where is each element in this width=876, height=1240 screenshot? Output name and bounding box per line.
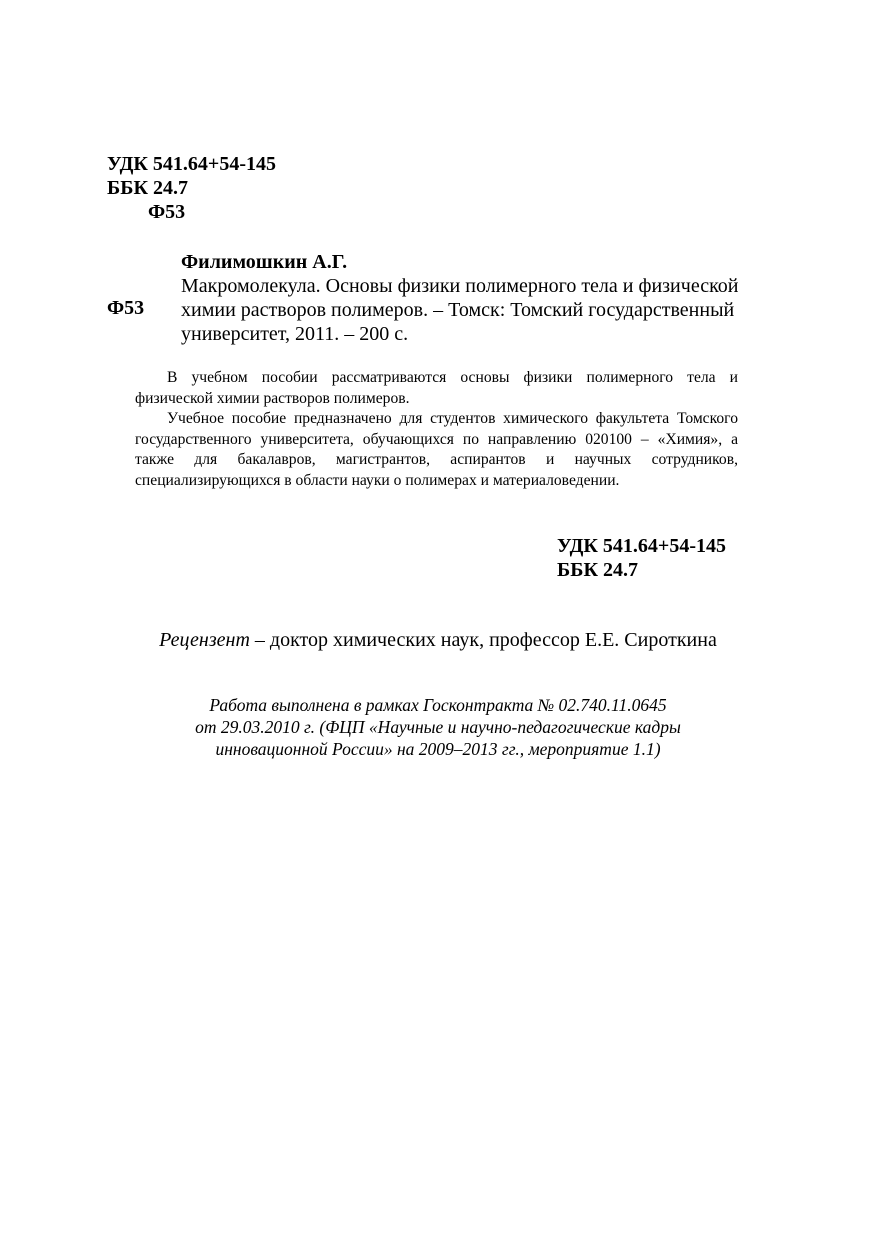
udk-code-bottom: УДК 541.64+54-145: [557, 535, 726, 557]
bbk-code-bottom: ББК 24.7: [557, 559, 638, 581]
reviewer-line: [0, 628, 876, 652]
bbk-code: ББК 24.7: [107, 177, 188, 199]
funding-line-2: от 29.03.2010 г. (ФЦП «Научные и научно-педагогические кадры: [195, 717, 681, 737]
author-name: Филимошкин А.Г.: [181, 251, 348, 273]
reviewer-text: – доктор химических наук, профессор Е.Е. Сироткина: [249, 629, 717, 651]
author-sign: Ф53: [148, 201, 186, 223]
biblio-line-1: Макромолекула. Основы физики полимерного тела и физической: [181, 275, 739, 297]
funding-line-1: Работа выполнена в рамках Госконтракта № 02.740.11.0645: [209, 695, 667, 715]
reviewer-role: Рецензент: [159, 629, 250, 651]
author-sign-left: Ф53: [107, 297, 145, 319]
funding-line-3: инновационной России» на 2009–2013 гг., мероприятие 1.1): [215, 739, 661, 759]
funding-note: [0, 694, 876, 760]
classification-bottom: [557, 534, 726, 582]
annotation: [135, 368, 738, 491]
biblio-line-3: университет, 2011. – 200 с.: [181, 323, 409, 345]
annotation-paragraph-1: В учебном пособии рассматриваются основы физики полимерного тела и физической химии растворов полимеров.: [135, 369, 738, 407]
classification-top: [107, 152, 276, 224]
bibliographic-record: [181, 250, 781, 346]
udk-code: УДК 541.64+54-145: [107, 153, 276, 175]
biblio-line-2: химии растворов полимеров. – Томск: Томский государственный: [181, 299, 735, 321]
annotation-paragraph-2: Учебное пособие предназначено для студентов химического факультета Томского государственного университета, обучающихся по направлению 020100 – «Химия», а также для бакалавров, магистрантов, аспирантов и научных сотрудников, специализирующихся в области науки о полимерах и материаловедении.: [135, 410, 738, 489]
